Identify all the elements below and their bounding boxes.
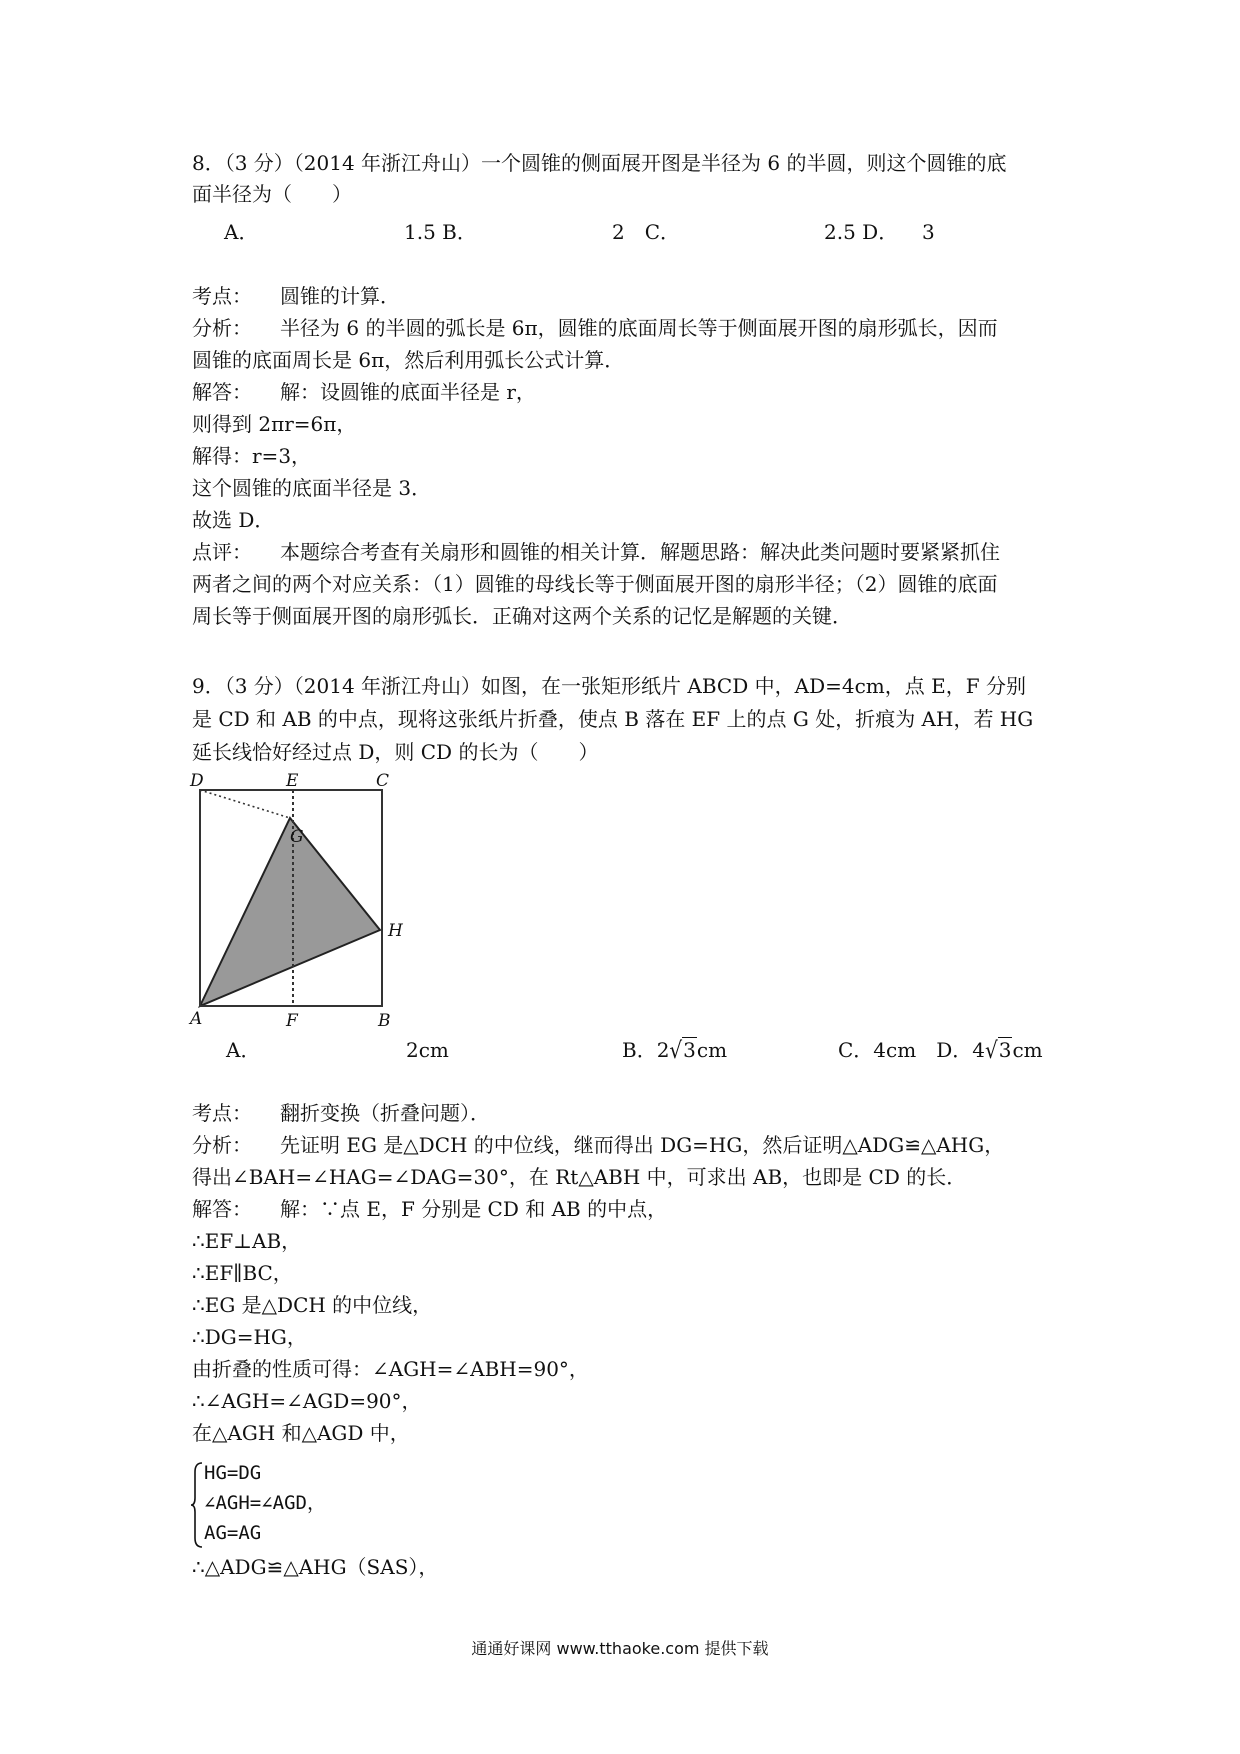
q9-answer-line: 在△AGH 和△AGD 中， xyxy=(192,1421,410,1445)
q9-answer-first: 解：∵点 E，F 分别是 CD 和 AB 的中点， xyxy=(280,1197,668,1221)
q8-option: 1.5 B． xyxy=(404,220,477,244)
q9-answer-line: ∴EG 是△DCH 的中位线， xyxy=(192,1293,433,1317)
q8-option: 2 C． xyxy=(612,220,681,244)
q8-option: A． xyxy=(224,220,259,244)
q8-point-label: 考点： xyxy=(192,284,252,308)
q9-stem-line-2: 是 CD 和 AB 的中点，现将这张纸片折叠，使点 B 落在 EF 上的点 G 处，折痕为 AH，若 HG xyxy=(192,707,1034,731)
q8-answer-line: 故选 D． xyxy=(192,508,275,532)
sqrt-symbol xyxy=(985,1037,1012,1063)
q8-answer-line: 则得到 2πr=6π， xyxy=(192,412,357,436)
q8-answer-label: 解答： xyxy=(192,380,252,404)
label-a: A xyxy=(190,1009,203,1029)
q8-answer-line: 这个圆锥的底面半径是 3． xyxy=(192,476,432,500)
q8-answer-first: 解：设圆锥的底面半径是 r， xyxy=(280,380,536,404)
q9-point xyxy=(192,1100,490,1126)
q9-answer-line: 由折叠的性质可得：∠AGH=∠ABH=90°， xyxy=(192,1357,589,1381)
system-line: HG=DG xyxy=(204,1462,262,1484)
radical-sign: √ xyxy=(669,1036,683,1064)
radical-sign: √ xyxy=(984,1036,998,1064)
q9-answer-line: ∴∠AGH=∠AGD=90°， xyxy=(192,1389,422,1413)
system-line: AG=AG xyxy=(204,1522,262,1544)
q9-option-a: A． xyxy=(226,1038,261,1062)
q8-option: 2.5 D． xyxy=(824,220,899,244)
q8-analysis-text: 半径为 6 的半圆的弧长是 6π，圆锥的底面周长等于侧面展开图的扇形弧长，因而 xyxy=(280,316,998,340)
q9-option-a-value: 2cm xyxy=(406,1038,449,1062)
q9-option-b xyxy=(622,1037,727,1063)
q8-comment-label: 点评： xyxy=(192,540,252,564)
left-brace xyxy=(190,1462,204,1548)
label-g: G xyxy=(290,827,304,847)
q8-analysis-label: 分析： xyxy=(192,316,252,340)
q9-answer-line: ∴EF∥BC， xyxy=(192,1261,293,1285)
q9-answer-line: ∴EF⊥AB， xyxy=(192,1229,302,1253)
label-c: C xyxy=(376,771,390,791)
system-line: ∠AGH=∠AGD， xyxy=(204,1492,326,1514)
q8-stem-line-1: 8．（3 分）（2014 年浙江舟山）一个圆锥的侧面展开图是半径为 6 的半圆，则这个圆锥的底 xyxy=(192,151,1007,175)
label-h: H xyxy=(388,921,403,941)
q9-option-d-unit: cm xyxy=(1012,1038,1043,1062)
q9-answer xyxy=(192,1196,667,1222)
q9-option-cd xyxy=(838,1037,1043,1063)
q8-analysis-line-2: 圆锥的底面周长是 6π，然后利用弧长公式计算． xyxy=(192,348,625,372)
footer-source: 通通好课网 www.tthaoke.com 提供下载 xyxy=(471,1639,769,1658)
q9-stem-line-3: 延长线恰好经过点 D，则 CD 的长为（ ） xyxy=(192,740,599,764)
q9-option-cd-text: C．4cm D．4 xyxy=(838,1038,985,1062)
q8-point-text: 圆锥的计算． xyxy=(280,284,400,308)
q9-analysis xyxy=(192,1132,1004,1158)
q9-answer-label: 解答： xyxy=(192,1197,252,1221)
radicand: 3 xyxy=(683,1038,696,1062)
q9-point-text: 翻折变换（折叠问题）． xyxy=(280,1101,490,1125)
q9-stem-line-1: 9．（3 分）（2014 年浙江舟山）如图，在一张矩形纸片 ABCD 中，AD=4cm，点 E，F 分别 xyxy=(192,674,1026,698)
q8-comment-text: 本题综合考查有关扇形和圆锥的相关计算．解题思路：解决此类问题时要紧紧抓住 xyxy=(280,540,1000,564)
q8-comment-line-2: 两者之间的两个对应关系：（1）圆锥的母线长等于侧面展开图的扇形半径；（2）圆锥的底面 xyxy=(192,572,998,596)
label-e: E xyxy=(286,771,299,791)
label-d: D xyxy=(190,771,204,791)
q9-option-b-unit: cm xyxy=(696,1038,728,1062)
q9-analysis-line-2: 得出∠BAH=∠HAG=∠DAG=30°，在 Rt△ABH 中，可求出 AB，也即是 CD 的长． xyxy=(192,1165,967,1189)
q8-answer-line: 解得：r=3， xyxy=(192,444,312,468)
label-b: B xyxy=(378,1011,391,1031)
q9-answer-line: ∴DG=HG， xyxy=(192,1325,307,1349)
q9-analysis-label: 分析： xyxy=(192,1133,252,1157)
line-dg-dotted xyxy=(200,790,290,818)
sqrt-symbol xyxy=(669,1037,696,1063)
q9-option-b-text: B．2 xyxy=(622,1038,670,1062)
q9-analysis-text: 先证明 EG 是△DCH 的中位线，继而得出 DG=HG，然后证明△ADG≌△AHG， xyxy=(280,1133,1005,1157)
q9-conclusion: ∴△ADG≌△AHG（SAS）， xyxy=(192,1555,439,1579)
radicand: 3 xyxy=(998,1038,1012,1062)
q8-stem-line-2: 面半径为（ ） xyxy=(192,182,352,206)
q8-option: 3 xyxy=(922,220,935,244)
q9-point-label: 考点： xyxy=(192,1101,252,1125)
label-f: F xyxy=(286,1011,298,1031)
q8-comment-line-3: 周长等于侧面展开图的扇形弧长．正确对这两个关系的记忆是解题的关键． xyxy=(192,604,852,628)
